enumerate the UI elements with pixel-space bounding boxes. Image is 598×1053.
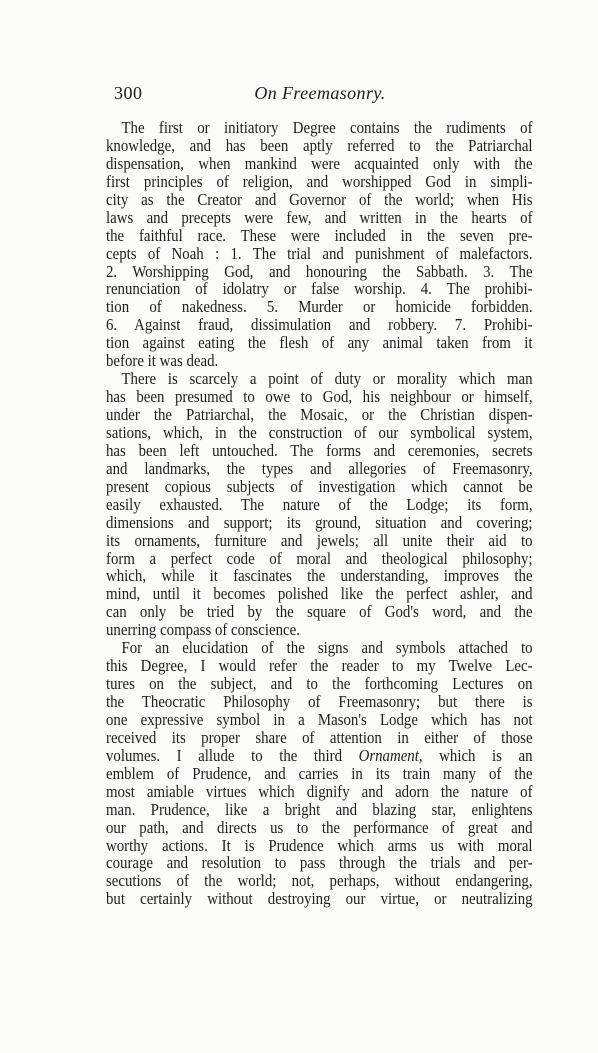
text-line: man. Prudence, like a bright and blazing star, enlightens <box>106 799 533 819</box>
text-line: worthy actions. It is Prudence which arms us with moral <box>106 835 533 855</box>
text-line: the Theocratic Philosophy of Freemasonry; but there is <box>106 692 533 711</box>
text-line: 2. Worshipping God, and honouring the Sabbath. 3. The <box>106 261 533 281</box>
text-line: and landmarks, the types and allegories of Freemasonry, <box>106 458 533 478</box>
text-line: city as the Creator and Governor of the world; when His <box>106 189 533 209</box>
text-line: one expressive symbol in a Mason's Lodge which has not <box>106 709 533 729</box>
text-line: tures on the subject, and to the forthcoming Lectures on <box>106 674 533 694</box>
text-line: dispensation, when mankind were acquainted only with the <box>106 153 533 173</box>
text-line: The first or initiatory Degree contains the rudiments of <box>121 118 533 137</box>
body-text <box>106 119 598 908</box>
text-line: knowledge, and has been aptly referred to the Patriarchal <box>106 135 533 155</box>
text-line: mind, until it becomes polished like the perfect ashler, and <box>106 584 533 604</box>
page-header <box>106 83 534 109</box>
text-line: present copious subjects of investigation which cannot be <box>106 476 533 496</box>
text-line: sations, which, in the construction of our symbolical system, <box>106 422 533 442</box>
text-line: cepts of Noah : 1. The trial and punishment of malefactors. <box>106 243 533 263</box>
text-line: which, while it fascinates the understanding, improves the <box>106 566 533 586</box>
text-line: For an elucidation of the signs and symbols attached to <box>121 638 533 658</box>
text-line: first principles of religion, and worshipped God in simpli- <box>106 171 533 191</box>
text-line: the faithful race. These were included in the seven pre- <box>106 225 533 245</box>
text-line: emblem of Prudence, and carries in its train many of the <box>106 763 533 783</box>
text-segment: volumes. I allude to the third <box>106 745 359 765</box>
text-line: easily exhausted. The nature of the Lodge; its form, <box>106 494 533 514</box>
running-title: On Freemasonry. <box>254 83 386 103</box>
text-line: this Degree, I would refer the reader to my Twelve Lec- <box>106 656 533 676</box>
text-line: There is scarcely a point of duty or morality which man <box>121 369 533 389</box>
text-line: dimensions and support; its ground, situation and covering; <box>106 512 533 532</box>
text-line: before it was dead. <box>106 351 219 371</box>
text-line: renunciation of idolatry or false worship. 4. The prohibi- <box>106 279 533 299</box>
text-line: 6. Against fraud, dissimulation and robbery. 7. Prohibi- <box>106 315 533 335</box>
text-segment: which is an <box>422 745 533 765</box>
text-line: most amiable virtues which dignify and adorn the nature of <box>106 781 533 801</box>
text-line: tion against eating the flesh of any animal taken from it <box>106 333 533 353</box>
text-line: under the Patriarchal, the Mosaic, or the Christian dispen- <box>106 405 533 424</box>
text-line: our path, and directs us to the performance of great and <box>106 817 533 837</box>
italic-term: Ornament, <box>358 745 423 765</box>
text-line: its ornaments, furniture and jewels; all unite their aid to <box>106 530 533 550</box>
text-line: unerring compass of conscience. <box>106 620 300 640</box>
text-line: has been left untouched. The forms and ceremonies, secrets <box>106 440 533 460</box>
text-line <box>106 747 533 765</box>
text-line: but certainly without destroying our virtue, or neutralizing <box>106 889 533 909</box>
text-line: courage and resolution to pass through the trials and per- <box>106 853 533 873</box>
text-line: received its proper share of attention in either of those <box>106 727 533 747</box>
text-line: laws and precepts were few, and written in the hearts of <box>106 207 533 227</box>
text-line: form a perfect code of moral and theological philosophy; <box>106 548 533 568</box>
text-line: secutions of the world; not, perhaps, without endangering, <box>106 871 533 891</box>
page-number: 300 <box>114 83 143 103</box>
text-line: can only be tried by the square of God's word, and the <box>106 602 533 622</box>
text-line: has been presumed to owe to God, his neighbour or himself, <box>106 387 533 407</box>
text-line: tion of nakedness. 5. Murder or homicide forbidden. <box>106 297 533 317</box>
